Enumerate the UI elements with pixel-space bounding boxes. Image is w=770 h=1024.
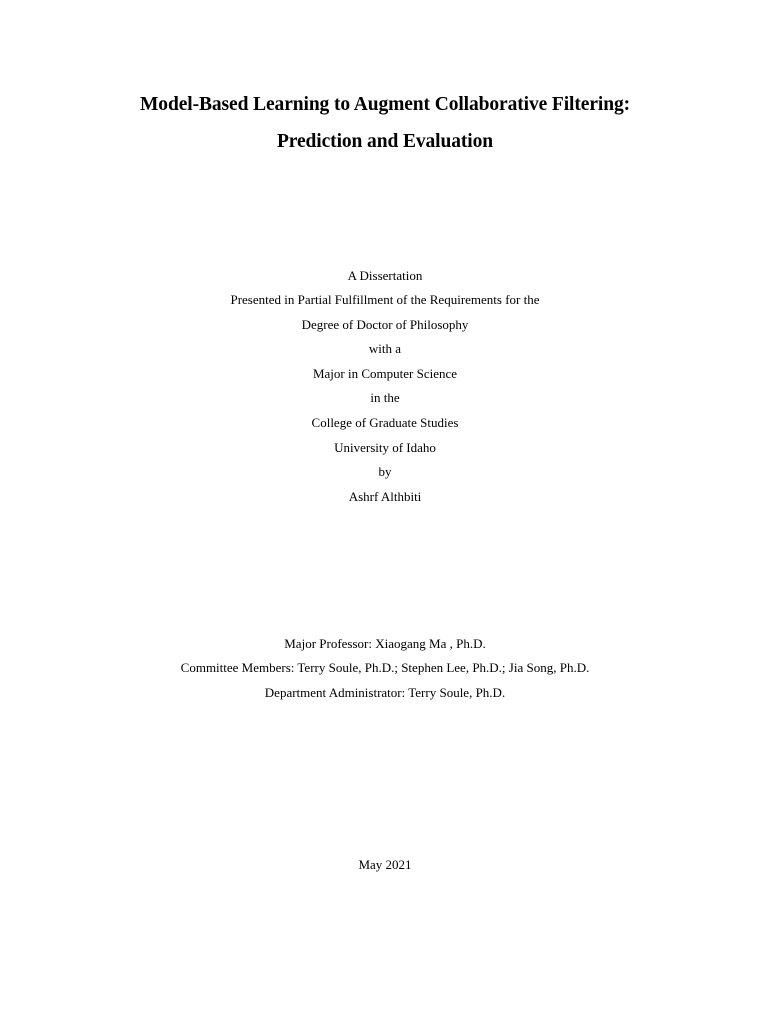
department-administrator: Department Administrator: Terry Soule, Ph.D. [264, 685, 506, 700]
title-line-2: Prediction and Evaluation [276, 131, 493, 152]
major-name: Major in Computer Science [312, 366, 458, 381]
dissertation-label: A Dissertation [347, 268, 423, 283]
degree-name: Degree of Doctor of Philosophy [301, 317, 469, 332]
submission-date: May 2021 [358, 857, 412, 872]
connector-by: by [378, 464, 392, 479]
college-name: College of Graduate Studies [311, 415, 459, 430]
connector-with-a: with a [368, 341, 402, 356]
committee-members: Committee Members: Terry Soule, Ph.D.; Stephen Lee, Ph.D.; Jia Song, Ph.D. [180, 660, 590, 675]
author-name: Ashrf Althbiti [348, 489, 422, 504]
university-name: University of Idaho [334, 440, 436, 455]
connector-in-the: in the [370, 390, 400, 405]
major-professor: Major Professor: Xiaogang Ma , Ph.D. [284, 636, 486, 651]
fulfillment-statement: Presented in Partial Fulfillment of the Requirements for the [230, 292, 540, 307]
title-line-1: Model-Based Learning to Augment Collaborative Filtering: [140, 94, 630, 115]
